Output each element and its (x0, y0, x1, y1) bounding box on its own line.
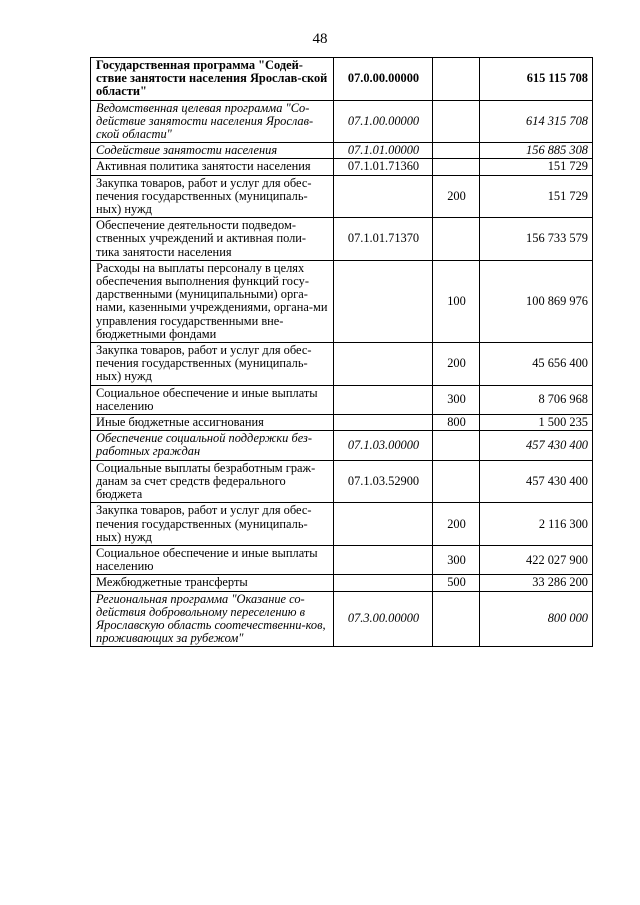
expense-type-cell (433, 58, 480, 101)
amount-cell: 100 869 976 (480, 260, 593, 342)
target-code-cell (334, 545, 433, 574)
program-name-cell: Обеспечение деятельности подведом-ственных учреждений и активная поли-тика занятости населения (91, 218, 334, 261)
program-name-cell: Закупка товаров, работ и услуг для обес-печения государственных (муниципаль-ных) нужд (91, 343, 334, 386)
target-code-cell: 07.0.00.00000 (334, 58, 433, 101)
amount-cell: 156 733 579 (480, 218, 593, 261)
amount-cell: 156 885 308 (480, 143, 593, 159)
expense-type-cell: 300 (433, 545, 480, 574)
target-code-cell: 07.1.01.71370 (334, 218, 433, 261)
target-code-cell (334, 175, 433, 218)
target-code-cell: 07.1.00.00000 (334, 100, 433, 143)
program-name-cell: Содействие занятости населения (91, 143, 334, 159)
amount-cell: 8 706 968 (480, 385, 593, 414)
program-name-cell: Социальные выплаты безработным граж-данам за счет средств федерального бюджета (91, 460, 334, 503)
amount-cell: 422 027 900 (480, 545, 593, 574)
amount-cell: 1 500 235 (480, 415, 593, 431)
expense-type-cell (433, 100, 480, 143)
table-row (91, 159, 593, 175)
expense-type-cell (433, 431, 480, 460)
table-row (91, 175, 593, 218)
target-code-cell (334, 415, 433, 431)
table-row (91, 591, 593, 647)
expense-type-cell: 100 (433, 260, 480, 342)
table-row (91, 260, 593, 342)
target-code-cell (334, 575, 433, 591)
target-code-cell (334, 260, 433, 342)
target-code-cell: 07.1.03.00000 (334, 431, 433, 460)
target-code-cell: 07.1.03.52900 (334, 460, 433, 503)
program-name-cell: Иные бюджетные ассигнования (91, 415, 334, 431)
program-name-cell: Закупка товаров, работ и услуг для обес-печения государственных (муниципаль-ных) нужд (91, 503, 334, 546)
program-name-cell: Активная политика занятости населения (91, 159, 334, 175)
expense-type-cell: 200 (433, 175, 480, 218)
program-name-cell: Социальное обеспечение и иные выплаты населению (91, 385, 334, 414)
program-name-cell: Межбюджетные трансферты (91, 575, 334, 591)
expense-type-cell (433, 143, 480, 159)
expense-type-cell: 500 (433, 575, 480, 591)
target-code-cell (334, 343, 433, 386)
target-code-cell (334, 503, 433, 546)
amount-cell: 2 116 300 (480, 503, 593, 546)
program-name-cell: Расходы на выплаты персоналу в целях обеспечения выполнения функций госу-дарственными (муниципальными) орга-нами, казенными учреждениями, органа-ми управления государственными вне-бюджетными фондами (91, 260, 334, 342)
table-row (91, 218, 593, 261)
table-row (91, 143, 593, 159)
budget-table (90, 57, 593, 647)
table-row (91, 575, 593, 591)
expense-type-cell: 200 (433, 503, 480, 546)
amount-cell: 457 430 400 (480, 431, 593, 460)
program-name-cell: Социальное обеспечение и иные выплаты населению (91, 545, 334, 574)
target-code-cell: 07.1.01.71360 (334, 159, 433, 175)
target-code-cell: 07.1.01.00000 (334, 143, 433, 159)
amount-cell: 151 729 (480, 159, 593, 175)
target-code-cell: 07.3.00.00000 (334, 591, 433, 647)
amount-cell: 151 729 (480, 175, 593, 218)
budget-table-body (91, 58, 593, 647)
table-row (91, 343, 593, 386)
amount-cell: 45 656 400 (480, 343, 593, 386)
amount-cell: 33 286 200 (480, 575, 593, 591)
expense-type-cell (433, 460, 480, 503)
amount-cell: 614 315 708 (480, 100, 593, 143)
expense-type-cell: 300 (433, 385, 480, 414)
expense-type-cell: 800 (433, 415, 480, 431)
program-name-cell: Ведомственная целевая программа "Со-действие занятости населения Ярослав-ской области" (91, 100, 334, 143)
amount-cell: 800 000 (480, 591, 593, 647)
table-row (91, 545, 593, 574)
amount-cell: 457 430 400 (480, 460, 593, 503)
page-number: 48 (312, 31, 328, 47)
expense-type-cell (433, 159, 480, 175)
amount-cell: 615 115 708 (480, 58, 593, 101)
program-name-cell: Обеспечение социальной поддержки без-работных граждан (91, 431, 334, 460)
target-code-cell (334, 385, 433, 414)
table-row (91, 415, 593, 431)
expense-type-cell (433, 218, 480, 261)
table-row (91, 460, 593, 503)
table-row (91, 58, 593, 101)
table-row (91, 100, 593, 143)
expense-type-cell: 200 (433, 343, 480, 386)
program-name-cell: Региональная программа "Оказание со-действия добровольному переселению в Ярославскую область соотечественни-ков, проживающих за рубежом" (91, 591, 334, 647)
program-name-cell: Закупка товаров, работ и услуг для обес-печения государственных (муниципаль-ных) нужд (91, 175, 334, 218)
table-row (91, 503, 593, 546)
table-row (91, 385, 593, 414)
table-row (91, 431, 593, 460)
expense-type-cell (433, 591, 480, 647)
program-name-cell: Государственная программа "Содей-ствие занятости населения Ярослав-ской области" (91, 58, 334, 101)
